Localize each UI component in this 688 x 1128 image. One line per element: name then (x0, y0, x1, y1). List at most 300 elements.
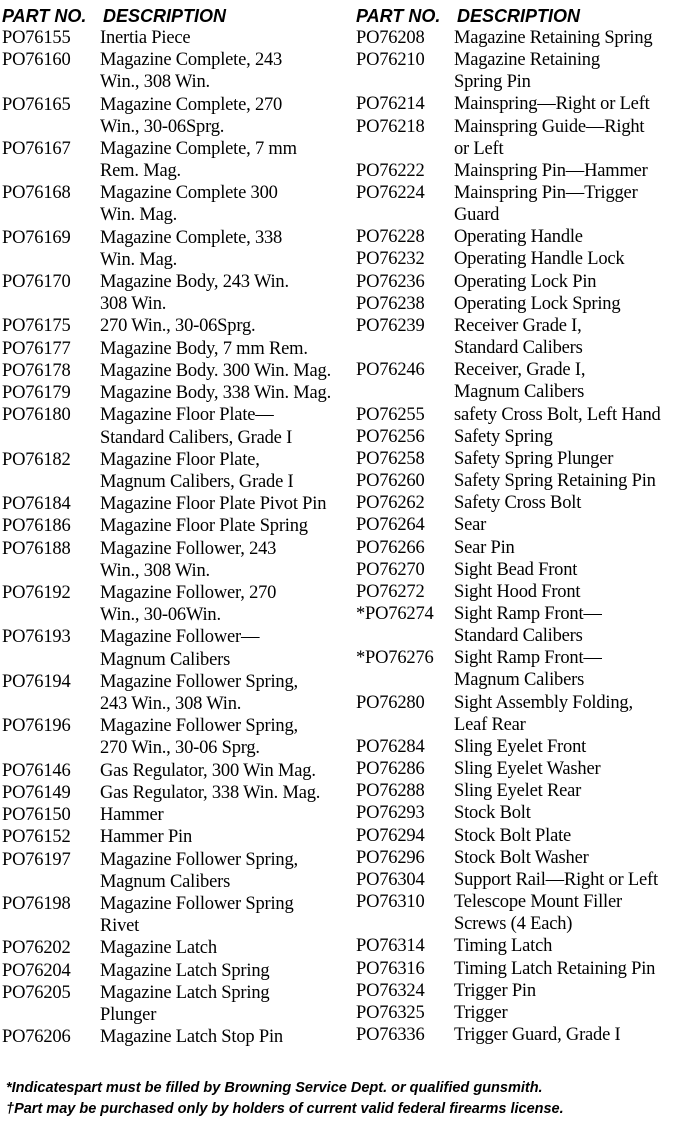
part-description (100, 893, 348, 937)
part-number: PO76167 (2, 138, 71, 159)
part-number: PO76202 (2, 938, 71, 959)
part-description (454, 980, 686, 1002)
description-line: Win., 308 Win. (100, 72, 210, 93)
description-line: Timing Latch Retaining Pin (454, 958, 656, 979)
part-number: PO76192 (2, 583, 71, 604)
part-row (2, 826, 348, 848)
description-line: Magazine Body, 7 mm Rem. (100, 338, 308, 359)
part-number: PO76238 (356, 293, 425, 314)
part-number: PO76152 (2, 827, 71, 848)
part-number: PO76246 (356, 360, 425, 381)
part-description (454, 271, 686, 293)
part-number: PO76260 (356, 471, 425, 492)
part-no-header: PART NO. (356, 6, 441, 26)
part-description (454, 780, 686, 802)
part-number: PO76264 (356, 515, 425, 536)
part-row (2, 626, 348, 670)
part-description (100, 671, 348, 715)
part-row (2, 893, 348, 937)
part-description (100, 826, 348, 848)
part-description (454, 27, 686, 49)
description-line: Magazine Floor Plate, (100, 449, 260, 470)
part-number: PO76270 (356, 559, 425, 580)
part-row (356, 160, 686, 182)
part-number: PO76149 (2, 782, 71, 803)
part-description (454, 492, 686, 514)
description-line: Trigger (454, 1002, 508, 1023)
part-description (100, 982, 348, 1026)
description-line: Telescope Mount Filler (454, 892, 622, 913)
part-description (100, 315, 348, 337)
description-line: Magazine Follower, 270 (100, 583, 277, 604)
description-line: Magazine Latch Spring (100, 960, 270, 981)
part-number: PO76284 (356, 736, 425, 757)
part-description (100, 538, 348, 582)
part-row (356, 293, 686, 315)
part-description (454, 559, 686, 581)
description-line: Standard Calibers, Grade I (100, 427, 293, 448)
part-number: PO76228 (356, 227, 425, 248)
description-line: Stock Bolt Washer (454, 847, 589, 868)
part-row (2, 849, 348, 893)
part-description (100, 382, 348, 404)
part-description (100, 493, 348, 515)
description-line: Standard Calibers (454, 338, 583, 359)
description-line: Magazine Latch Spring (100, 982, 270, 1003)
description-line: Support Rail—Right or Left (454, 869, 658, 890)
part-description (100, 782, 348, 804)
description-line: Win., 30-06Sprg. (100, 116, 225, 137)
description-line: Magazine Complete, 7 mm (100, 138, 297, 159)
description-line: Sear (454, 515, 487, 536)
part-row (2, 760, 348, 782)
part-row (2, 404, 348, 448)
part-number: PO76179 (2, 383, 71, 404)
part-row (356, 869, 686, 891)
description-line: Sear Pin (454, 537, 515, 558)
part-description (100, 49, 348, 93)
part-number: PO76204 (2, 960, 71, 981)
part-number: PO76208 (356, 28, 425, 48)
part-number: PO76239 (356, 316, 425, 336)
part-row (356, 116, 686, 160)
part-number: PO76205 (2, 982, 71, 1003)
description-line: Magnum Calibers (454, 382, 585, 403)
part-description (454, 182, 686, 226)
description-line: 270 Win., 30-06 Sprg. (100, 738, 260, 759)
part-row (356, 847, 686, 869)
part-description (454, 736, 686, 758)
part-description (454, 404, 686, 426)
part-row (356, 647, 686, 691)
part-row (356, 581, 686, 603)
part-no-header: PART NO. (2, 6, 87, 26)
description-line: Operating Handle (454, 227, 583, 248)
part-description (454, 293, 686, 315)
part-number: PO76258 (356, 448, 425, 469)
part-description (454, 603, 686, 647)
part-number: PO76206 (2, 1027, 71, 1048)
part-number: PO76262 (356, 493, 425, 514)
part-row (356, 514, 686, 536)
part-row (2, 360, 348, 382)
description-line: Magazine Floor Plate— (100, 405, 274, 426)
part-description (454, 692, 686, 736)
part-description (100, 182, 348, 226)
part-description (100, 515, 348, 537)
description-line: Sling Eyelet Washer (454, 759, 601, 780)
description-line: or Left (454, 138, 504, 159)
part-row (356, 736, 686, 758)
footnote-service: *Indicatespart must be filled by Browning Service Dept. or qualified gunsmith. (6, 1080, 543, 1096)
part-number: PO76188 (2, 538, 71, 559)
description-line: Magazine Complete, 270 (100, 94, 283, 115)
description-line: Mainspring Guide—Right (454, 116, 645, 137)
part-row (2, 382, 348, 404)
part-row (356, 603, 686, 647)
description-header: DESCRIPTION (103, 6, 227, 26)
column-header (2, 5, 348, 27)
part-number: PO76232 (356, 249, 425, 270)
part-row (356, 27, 686, 49)
part-row (356, 537, 686, 559)
part-description (454, 847, 686, 869)
description-line: Magazine Complete, 243 (100, 50, 283, 71)
part-description (454, 825, 686, 847)
part-row (356, 426, 686, 448)
description-line: Win. Mag. (100, 249, 178, 270)
description-line: Plunger (100, 1004, 157, 1025)
part-description (454, 448, 686, 470)
description-line: safety Cross Bolt, Left Hand (454, 404, 661, 425)
part-number: PO76177 (2, 338, 71, 359)
description-line: Sight Bead Front (454, 559, 578, 580)
part-row (2, 538, 348, 582)
part-number: PO76324 (356, 980, 425, 1001)
description-line: Win. Mag. (100, 205, 178, 226)
part-description (454, 647, 686, 691)
description-line: Win., 30-06Win. (100, 605, 221, 626)
part-number: PO76314 (356, 936, 425, 957)
part-description (100, 227, 348, 271)
description-line: Sling Eyelet Rear (454, 781, 582, 802)
part-row (2, 782, 348, 804)
description-line: Rem. Mag. (100, 161, 181, 182)
description-line: Hammer Pin (100, 827, 193, 848)
description-line: Operating Lock Pin (454, 271, 597, 292)
part-description (100, 338, 348, 360)
description-line: Timing Latch (454, 936, 553, 957)
description-line: Stock Bolt Plate (454, 825, 572, 846)
description-line: Magnum Calibers (100, 871, 231, 892)
description-line: Magazine Follower— (100, 627, 260, 648)
part-number: PO76197 (2, 849, 71, 870)
part-row (2, 49, 348, 93)
description-line: Magazine Follower, 243 (100, 538, 277, 559)
description-line: Magazine Latch Stop Pin (100, 1027, 283, 1048)
part-number: PO76194 (2, 671, 71, 692)
part-description (454, 1024, 686, 1046)
part-description (454, 537, 686, 559)
part-number: PO76224 (356, 183, 425, 204)
part-row (2, 582, 348, 626)
description-line: Sight Assembly Folding, (454, 692, 633, 713)
parts-list-left (2, 27, 348, 1048)
description-line: Mainspring Pin—Hammer (454, 160, 648, 181)
part-row (356, 448, 686, 470)
part-number: PO76325 (356, 1002, 425, 1023)
description-line: Magazine Follower Spring, (100, 716, 298, 737)
part-number: PO76146 (2, 760, 71, 781)
part-number: PO76256 (356, 426, 425, 447)
part-description (100, 960, 348, 982)
part-number: PO76293 (356, 803, 425, 824)
description-line: Inertia Piece (100, 28, 191, 48)
description-line: Operating Lock Spring (454, 293, 621, 314)
part-row (356, 359, 686, 403)
description-line: Magazine Body. 300 Win. Mag. (100, 360, 332, 381)
part-row (356, 226, 686, 248)
part-number: PO76196 (2, 716, 71, 737)
description-line: Gas Regulator, 300 Win Mag. (100, 760, 316, 781)
part-number: PO76178 (2, 360, 71, 381)
part-description (100, 715, 348, 759)
part-number: PO76155 (2, 28, 71, 48)
part-description (100, 760, 348, 782)
part-number: PO76310 (356, 892, 425, 913)
description-line: Standard Calibers (454, 626, 583, 647)
description-line: Magazine Complete, 338 (100, 227, 283, 248)
description-line: Win., 308 Win. (100, 560, 210, 581)
part-number: PO76316 (356, 958, 425, 979)
part-number: PO76255 (356, 404, 425, 425)
part-row (356, 93, 686, 115)
description-line: Safety Cross Bolt (454, 493, 582, 514)
part-number: PO76160 (2, 50, 71, 71)
part-row (2, 138, 348, 182)
part-description (454, 935, 686, 957)
description-line: Safety Spring (454, 426, 553, 447)
part-number: PO76286 (356, 759, 425, 780)
part-number: PO76184 (2, 494, 71, 515)
part-number: PO76280 (356, 692, 425, 713)
description-line: Magnum Calibers, Grade I (100, 471, 294, 492)
part-description (454, 891, 686, 935)
part-number: PO76168 (2, 183, 71, 204)
part-number: PO76182 (2, 449, 71, 470)
part-description (100, 360, 348, 382)
part-row (356, 315, 686, 359)
description-line: Operating Handle Lock (454, 249, 625, 270)
part-number: PO76294 (356, 825, 425, 846)
part-number: PO76186 (2, 516, 71, 537)
part-description (454, 869, 686, 891)
part-row (356, 271, 686, 293)
description-line: 308 Win. (100, 294, 167, 315)
part-row (356, 1024, 686, 1046)
description-line: Mainspring—Right or Left (454, 94, 650, 115)
part-row (356, 780, 686, 802)
part-row (2, 27, 348, 49)
part-row (356, 802, 686, 824)
description-line: Magazine Retaining Spring (454, 28, 653, 48)
column-header (356, 5, 686, 27)
part-number: PO76304 (356, 869, 425, 890)
description-line: Guard (454, 205, 500, 226)
part-number: *PO76274 (356, 604, 434, 625)
part-description (454, 1002, 686, 1024)
part-number: PO76165 (2, 94, 71, 115)
part-description (454, 359, 686, 403)
part-number: PO76214 (356, 94, 425, 115)
part-row (2, 1026, 348, 1048)
part-row (2, 982, 348, 1026)
description-line: Trigger Pin (454, 980, 536, 1001)
part-description (100, 582, 348, 626)
part-row (2, 515, 348, 537)
part-row (356, 891, 686, 935)
part-row (2, 671, 348, 715)
part-description (100, 138, 348, 182)
part-number: *PO76276 (356, 648, 434, 669)
part-row (356, 980, 686, 1002)
part-description (454, 426, 686, 448)
description-line: Magazine Follower Spring, (100, 849, 298, 870)
part-row (2, 315, 348, 337)
description-line: Magazine Retaining (454, 50, 600, 71)
description-line: Magazine Follower Spring, (100, 671, 298, 692)
part-number: PO76169 (2, 227, 71, 248)
part-description (454, 514, 686, 536)
part-row (2, 449, 348, 493)
part-row (356, 404, 686, 426)
description-line: Magazine Floor Plate Pivot Pin (100, 494, 327, 515)
part-number: PO76288 (356, 781, 425, 802)
part-row (356, 935, 686, 957)
part-description (454, 248, 686, 270)
part-number: PO76210 (356, 50, 425, 71)
part-number: PO76222 (356, 160, 425, 181)
description-line: Magazine Follower Spring (100, 893, 294, 914)
parts-column-right (356, 5, 686, 1046)
description-line: Magnum Calibers (100, 649, 231, 670)
part-description (100, 271, 348, 315)
part-number: PO76180 (2, 405, 71, 426)
description-line: Sight Hood Front (454, 581, 581, 602)
description-line: Screws (4 Each) (454, 914, 573, 935)
part-number: PO76175 (2, 316, 71, 337)
part-description (454, 758, 686, 780)
description-line: Hammer (100, 805, 164, 826)
part-row (2, 271, 348, 315)
part-description (100, 27, 348, 49)
description-line: Receiver, Grade I, (454, 360, 586, 381)
description-line: Sight Ramp Front— (454, 604, 602, 625)
description-line: Gas Regulator, 338 Win. Mag. (100, 782, 321, 803)
part-row (2, 804, 348, 826)
part-row (356, 492, 686, 514)
part-description (454, 93, 686, 115)
part-row (2, 182, 348, 226)
footer-notes (6, 1078, 682, 1120)
description-line: Magazine Body, 243 Win. (100, 272, 289, 293)
part-description (100, 404, 348, 448)
footnote-license: †Part may be purchased only by holders of current valid federal firearms license. (6, 1101, 564, 1117)
description-line: Safety Spring Plunger (454, 448, 614, 469)
part-description (100, 449, 348, 493)
part-description (100, 804, 348, 826)
description-line: Magazine Complete 300 (100, 183, 278, 204)
part-row (2, 715, 348, 759)
part-row (356, 470, 686, 492)
part-row (356, 559, 686, 581)
description-line: Leaf Rear (454, 714, 526, 735)
description-line: Mainspring Pin—Trigger (454, 183, 638, 204)
part-row (356, 825, 686, 847)
description-line: Magnum Calibers (454, 670, 585, 691)
part-description (454, 226, 686, 248)
description-line: Receiver Grade I, (454, 316, 582, 336)
part-description (100, 849, 348, 893)
part-row (356, 49, 686, 93)
part-description (100, 626, 348, 670)
description-header: DESCRIPTION (457, 6, 581, 26)
part-description (454, 581, 686, 603)
part-row (356, 758, 686, 780)
part-row (356, 958, 686, 980)
part-number: PO76150 (2, 805, 71, 826)
description-line: Magazine Floor Plate Spring (100, 516, 308, 537)
part-row (2, 937, 348, 959)
description-line: Trigger Guard, Grade I (454, 1025, 621, 1046)
part-row (2, 493, 348, 515)
part-number: PO76170 (2, 272, 71, 293)
description-line: 270 Win., 30-06Sprg. (100, 316, 256, 337)
part-number: PO76266 (356, 537, 425, 558)
part-description (454, 116, 686, 160)
part-row (356, 692, 686, 736)
part-description (454, 802, 686, 824)
part-description (454, 958, 686, 980)
part-description (454, 315, 686, 359)
part-description (100, 94, 348, 138)
part-number: PO76272 (356, 581, 425, 602)
description-line: 243 Win., 308 Win. (100, 693, 242, 714)
part-number: PO76336 (356, 1025, 425, 1046)
part-number: PO76296 (356, 847, 425, 868)
part-description (454, 470, 686, 492)
part-number: PO76236 (356, 271, 425, 292)
part-description (454, 49, 686, 93)
part-row (356, 182, 686, 226)
part-description (100, 937, 348, 959)
part-row (2, 338, 348, 360)
description-line: Stock Bolt (454, 803, 531, 824)
parts-column-left (2, 5, 348, 1048)
description-line: Spring Pin (454, 72, 531, 93)
part-description (454, 160, 686, 182)
part-row (2, 227, 348, 271)
part-row (2, 94, 348, 138)
parts-list-right (356, 27, 686, 1046)
part-number: PO76218 (356, 116, 425, 137)
description-line: Magazine Latch (100, 938, 217, 959)
description-line: Magazine Body, 338 Win. Mag. (100, 383, 332, 404)
description-line: Sight Ramp Front— (454, 648, 602, 669)
description-line: Safety Spring Retaining Pin (454, 471, 656, 492)
part-description (100, 1026, 348, 1048)
part-row (356, 1002, 686, 1024)
